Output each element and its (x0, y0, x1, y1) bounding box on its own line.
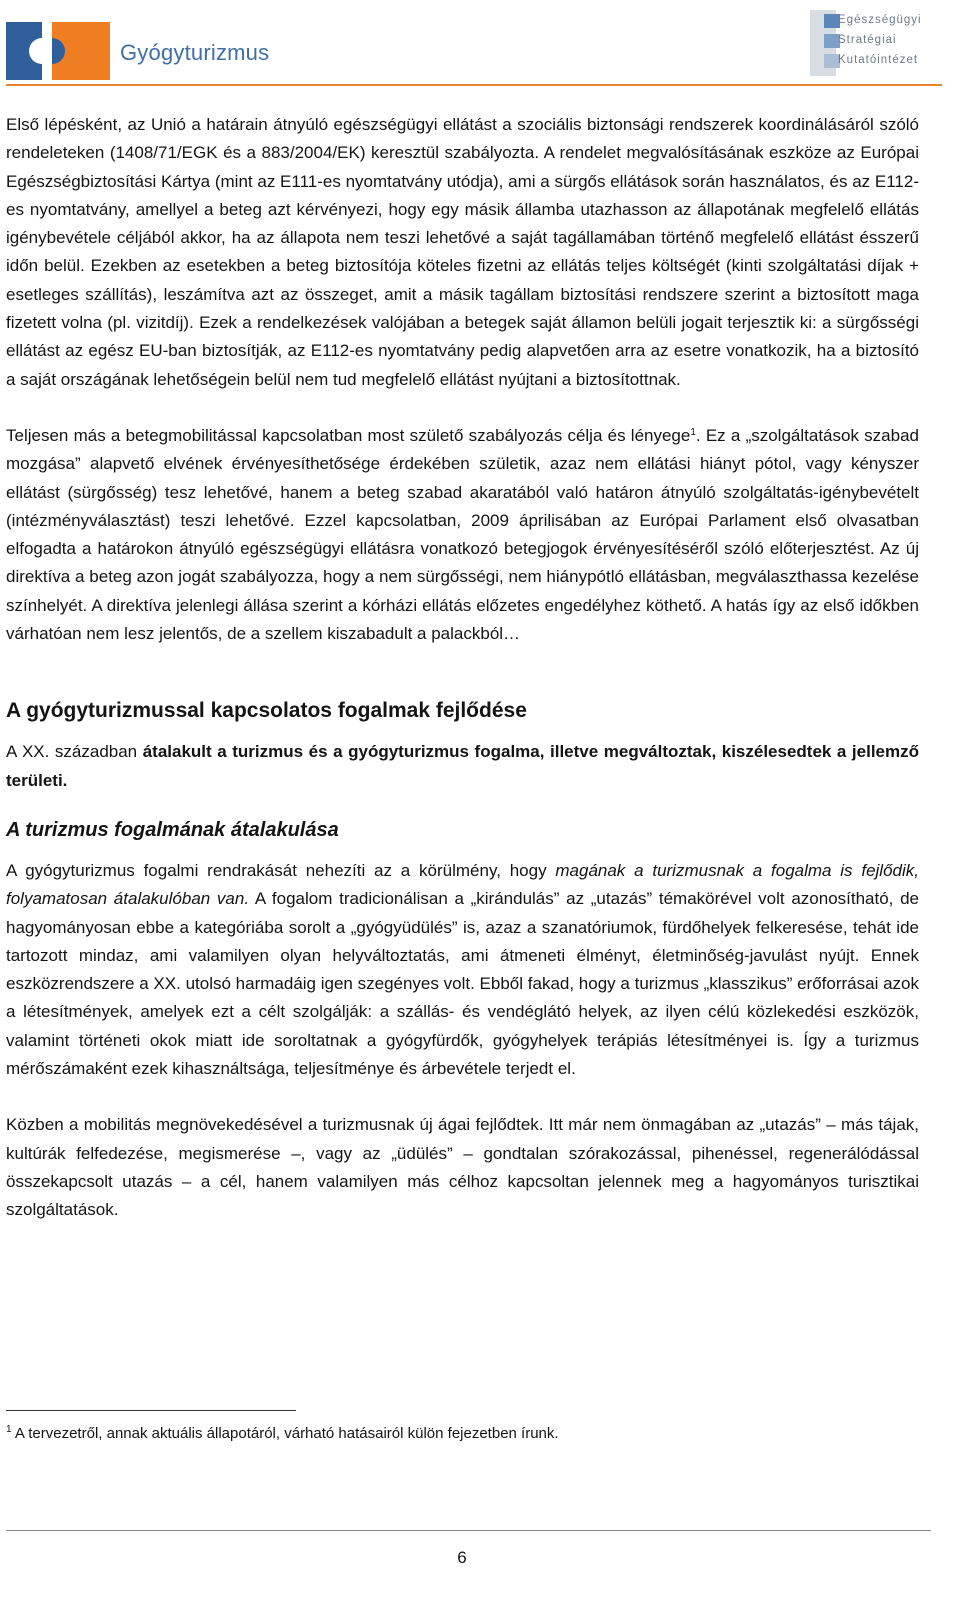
paragraph-1: Első lépésként, az Unió a határain átnyúló egészségügyi ellátást a szociális biztonsági rendszerek koordinálásáról szóló rendeleteken (1408/71/EGK és a 883/2004/EK) keresztül szabályozta. A rendelet megvalósításának eszköze az Európai Egészségbiztosítási Kártya (mint az E111-es nyomtatvány utódja), ami a sürgős ellátások során használatos, és az E112-es nyomtatvány, amellyel a beteg azt kérvényezi, hogy egy másik államba utazhasson az állapotának megfelelő ellátás igénybevétele céljából akkor, ha az állapota nem teszi lehetővé a saját tagállamában történő megfelelő ellátást ésszerű időn belül. Ezekben az esetekben a beteg biztosítója köteles fizetni az ellátás teljes költségét (kinti szolgáltatási díjak + esetleges szállítás), leszámítva azt az összeget, amit a másik tagállam biztosítási rendszere szerint a biztosított maga fizetett volna (pl. vizitdíj). Ezek a rendelkezések valójában a betegek saját államon belüli jogait terjesztik ki: a sürgősségi ellátást az egész EU-ban biztosítják, az E112-es nyomtatvány pedig alapvetően arra az esetre vonatkozik, ha a biztosító a saját országának lehetőségein belül nem tud megfelelő ellátást nyújtani a biztosítottnak. (6, 115, 919, 389)
brand-name: Gyógyturizmus (120, 40, 270, 65)
paragraph-3 (6, 738, 919, 795)
footnote (6, 1424, 559, 1444)
paragraph-4-italic: magának a turizmusnak a fogalma is fejlődik, folyamatosan átalakulóban van. (6, 860, 919, 909)
document-body (6, 111, 919, 1225)
paragraph-4 (6, 857, 919, 1083)
paragraph-5: Közben a mobilitás megnövekedésével a turizmusnak új ágai fejlődtek. Itt már nem önmagában az „utazás” – más tájak, kultúrák felfedezése, megismerése –, vagy az „üdülés” – gondtalan szórakozással, pihenéssel, regenerálódással összekapcsolt utazás – a cél, hanem valamilyen más célhoz kapcsoltan jelennek meg a hagyományos turisztikai szolgáltatások. (6, 1115, 919, 1220)
footnote-separator (6, 1410, 296, 1411)
paragraph-3-bold: átalakult a turizmus és a gyógyturizmus fogalma, illetve megváltoztak, kiszélesedtek a jellemző területi. (6, 742, 920, 790)
footnote-number: 1 (6, 1424, 12, 1435)
paragraph-2 (6, 422, 919, 648)
section-heading: A gyógyturizmussal kapcsolatos fogalmak fejlődése (6, 699, 527, 723)
footer-divider (6, 1530, 931, 1531)
paragraph-3-lead: A XX. században (6, 742, 143, 762)
institute-line-1: Egészségügyi (838, 14, 922, 26)
header-divider (6, 84, 942, 86)
institute-line-2: Stratégiai (838, 34, 897, 46)
paragraph-2-text-cont: . Ez a „szolgáltatások szabad mozgása” alapvető elvének érvényesíthetősége érdekében születik, azaz nem ellátási hiányt pótol, vagy kényszer ellátást (sürgősség) tesz lehetővé, hanem a beteg szabad akaratából való határon átnyúló szolgáltatás-igénybevételt (intézményválasztást) teszi lehetővé. Ezzel kapcsolatban, 2009 áprilisában az Európai Parlament első olvasatban elfogadta a határokon átnyúló egészségügyi ellátásra vonatkozó betegjogok érvényesítéséről szóló előterjesztést. Az új direktíva a beteg azon jogát szabályozza, hogy a nem sürgősségi, nem hiánypótló ellátásban, megválaszthassa kezelése színhelyét. A direktíva jelenlegi állása szerint a kórházi ellátás előzetes engedélyhez köthető. A hatás így az első időkben várhatóan nem lesz jelentős, de a szellem kiszabadult a palackból… (6, 425, 919, 644)
page-number: 6 (457, 1548, 467, 1567)
subsection-heading: A turizmus fogalmának átalakulása (6, 818, 339, 841)
page-header (0, 0, 960, 90)
paragraph-4-lead: A gyógyturizmus fogalmi rendrakását nehezíti az a körülmény, hogy (6, 860, 556, 880)
footnote-reference[interactable]: 1 (690, 426, 696, 438)
footnote-text: A tervezetről, annak aktuális állapotáról, várható hatásairól külön fejezetben írunk. (11, 1425, 559, 1442)
paragraph-4-rest: A fogalom tradicionálisan a „kirándulás” az „utazás” témakörével volt azonosítható, de hagyományosan ebbe a kategóriába sorolt a „gyógyüdülés” is, azaz a szanatóriumok, fürdőhelyek felkeresése, tehát ide tartozott mindaz, ami valamilyen olyan helyváltoztatás, ami átmeneti élményt, életminőség-javulást nyújt. Ennek eszközrendszere a XX. utolsó harmadáig igen szegényes volt. Ebből fakad, hogy a turizmus „klasszikus” erőforrásai azok a létesítmények, amelyek ezt a célt szolgálják: a szállás- és vendéglátó helyek, az ilyen célú közlekedési eszközök, valamint történeti okok miatt ide soroltatnak a gyógyfürdők, gyógyhelyek terápiás létesítményei is. Így a turizmus mérőszámaként ezek kihasználtsága, teljesítménye és árbevétele terjedt el. (6, 889, 920, 1079)
gyogyturizmus-logo-icon (6, 22, 110, 80)
paragraph-2-text: Teljesen más a betegmobilitással kapcsolatban most születő szabályozás célja és lényege (6, 425, 691, 445)
institute-line-3: Kutatóintézet (838, 54, 919, 66)
